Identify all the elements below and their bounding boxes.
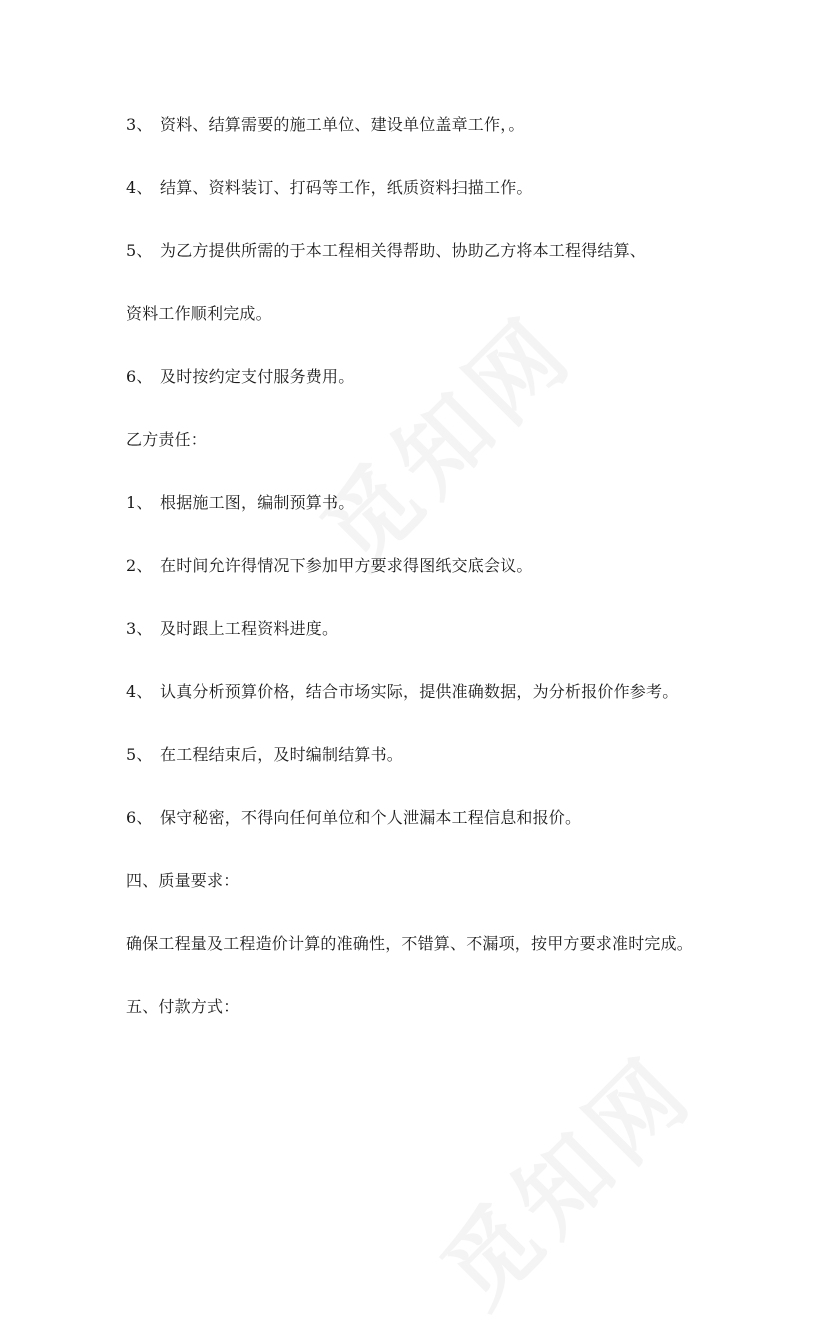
- item-number: 4、: [126, 178, 153, 197]
- list-item: [126, 618, 338, 640]
- item-number: 3、: [126, 619, 153, 638]
- item-text: 结算、资料装订、打码等工作，纸质资料扫描工作。: [160, 178, 533, 197]
- item-text: 资料工作顺利完成。: [126, 304, 272, 323]
- paragraph: [126, 933, 693, 955]
- item-number: 3、: [126, 115, 153, 134]
- item-text: 资料、结算需要的施工单位、建设单位盖章工作，。: [160, 115, 525, 134]
- heading-text: 四、质量要求：: [126, 871, 240, 890]
- item-text: 及时跟上工程资料进度。: [160, 619, 339, 638]
- section-heading: [126, 996, 239, 1018]
- item-number: 6、: [126, 808, 153, 827]
- item-number: 5、: [126, 241, 153, 260]
- item-text: 为乙方提供所需的于本工程相关得帮助、协助乙方将本工程得结算、: [160, 241, 647, 260]
- item-number: 4、: [126, 682, 153, 701]
- item-text: 根据施工图，编制预算书。: [160, 493, 355, 512]
- heading-text: 乙方责任：: [126, 430, 208, 449]
- list-item: [126, 366, 354, 388]
- list-item: [126, 744, 403, 766]
- watermark: [288, 281, 598, 591]
- item-number: 6、: [126, 367, 153, 386]
- paragraph-text: 确保工程量及工程造价计算的准确性，不错算、不漏项，按甲方要求准时完成。: [126, 934, 694, 953]
- list-item: [126, 177, 533, 199]
- item-text: 认真分析预算价格，结合市场实际，提供准确数据，为分析报价作参考。: [160, 682, 679, 701]
- section-heading: [126, 429, 207, 451]
- list-item: [126, 114, 525, 136]
- item-text: 在工程结束后，及时编制结算书。: [160, 745, 404, 764]
- item-number: 1、: [126, 493, 153, 512]
- section-heading: [126, 870, 239, 892]
- list-item: [126, 555, 533, 577]
- paragraph-continuation: [126, 303, 272, 325]
- item-number: 2、: [126, 556, 153, 575]
- item-text: 及时按约定支付服务费用。: [160, 367, 355, 386]
- item-number: 5、: [126, 745, 153, 764]
- list-item: [126, 807, 581, 829]
- watermark: [408, 1021, 718, 1331]
- list-item: [126, 492, 354, 514]
- item-text: 在时间允许得情况下参加甲方要求得图纸交底会议。: [160, 556, 533, 575]
- item-text: 保守秘密，不得向任何单位和个人泄漏本工程信息和报价。: [160, 808, 582, 827]
- list-item: [126, 681, 678, 703]
- list-item: [126, 240, 646, 262]
- heading-text: 五、付款方式：: [126, 997, 240, 1016]
